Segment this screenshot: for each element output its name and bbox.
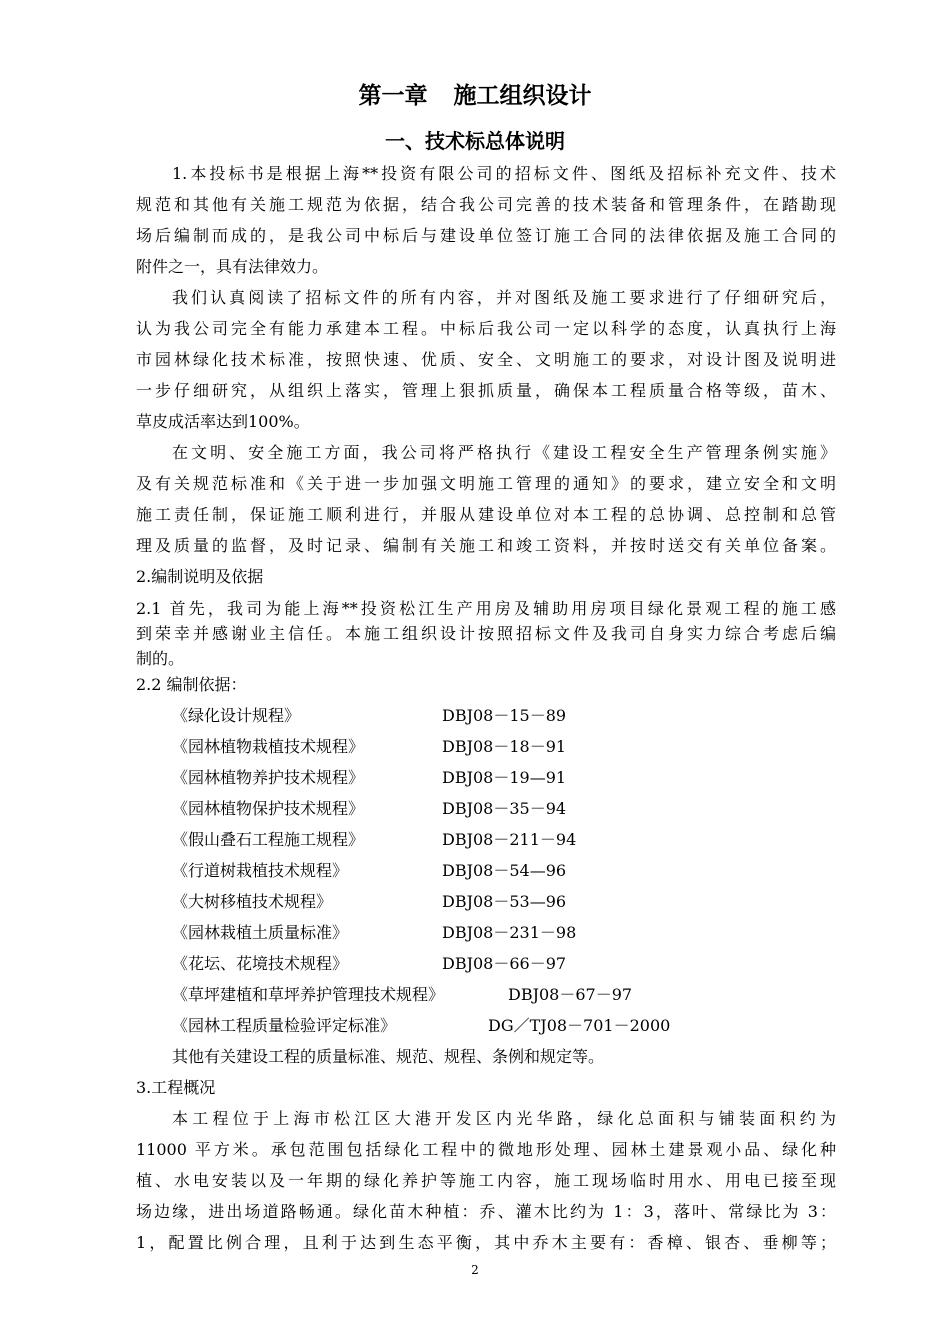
standard-name: 《草坪建植和草坪养护管理技术规程》 — [172, 985, 445, 1004]
standard-name: 《绿化设计规程》 — [172, 706, 301, 725]
paragraph-2-line: 认为我公司完全有能力承建本工程。中标后我公司一定以科学的态度，认真执行上海 — [136, 319, 836, 338]
page-number: 2 — [471, 1263, 479, 1277]
paragraph-2-1-line: 2.1 首先，我司为能上海**投资松江生产用房及辅助用房项目绿化景观工程的施工感 — [136, 599, 836, 618]
standard-name: 《园林植物养护技术规程》 — [172, 768, 365, 787]
standard-name: 《大树移植技术规程》 — [172, 892, 333, 911]
paragraph-3-1-line: 场边缘，进出场道路畅通。绿化苗木种植：乔、灌木比约为 1：3，落叶、常绿比为 3： — [136, 1202, 836, 1221]
chapter-number: 第一章 — [358, 83, 428, 109]
standard-code: DBJ08－231－98 — [442, 923, 577, 942]
heading-3: 3.工程概况 — [136, 1078, 216, 1097]
paragraph-2-1-line: 到荣幸并感谢业主信任。本施工组织设计按照招标文件及我司自身实力综合考虑后编 — [136, 624, 836, 643]
standard-name: 《园林工程质量检验评定标准》 — [172, 1016, 397, 1035]
standard-code: DG／TJ08－701－2000 — [488, 1016, 671, 1035]
paragraph-3-1-line: 植、水电安装以及一年期的绿化养护等施工内容，施工现场临时用水、用电已接至现 — [136, 1171, 836, 1190]
standard-name: 《园林植物栽植技术规程》 — [172, 737, 365, 756]
standard-code: DBJ08－54—96 — [442, 861, 567, 880]
paragraph-2-line: 市园林绿化技术标准，按照快速、优质、安全、文明施工的要求，对设计图及说明进 — [136, 350, 836, 369]
paragraph-3-1-line: 11000 平方米。承包范围包括绿化工程中的微地形处理、园林土建景观小品、绿化种 — [136, 1140, 836, 1159]
standard-code: DBJ08－18－91 — [442, 737, 567, 756]
standard-code: DBJ08－66－97 — [442, 954, 567, 973]
section-title: 一、技术标总体说明 — [385, 129, 565, 153]
paragraph-3-1-line: 1，配置比例合理，且利于达到生态平衡，其中乔木主要有：香樟、银杏、垂柳等； — [136, 1233, 836, 1252]
standard-name: 《园林植物保护技术规程》 — [172, 799, 365, 818]
paragraph-3-1-line: 本工程位于上海市松江区大港开发区内光华路，绿化总面积与铺装面积约为 — [172, 1109, 836, 1128]
paragraph-2-line: 我们认真阅读了招标文件的所有内容，并对图纸及施工要求进行了仔细研究后， — [172, 288, 836, 307]
paragraph-1-line: 附件之一，具有法律效力。 — [136, 257, 329, 276]
paragraph-1-line: 1.本投标书是根据上海**投资有限公司的招标文件、图纸及招标补充文件、技术 — [172, 164, 836, 183]
paragraph-1-line: 场后编制而成的，是我公司中标后与建设单位签订施工合同的法律依据及施工合同的 — [136, 226, 836, 245]
standard-code: DBJ08－35－94 — [442, 799, 567, 818]
paragraph-2-line: 草皮成活率达到100%。 — [136, 412, 310, 431]
paragraph-2-1-line: 制的。 — [136, 649, 185, 668]
standard-code: DBJ08－53—96 — [442, 892, 567, 911]
paragraph-3-line: 施工责任制，保证施工顺利进行，并服从建设单位对本工程的总协调、总控制和总管 — [136, 505, 836, 524]
chapter-title — [0, 80, 950, 112]
paragraph-3-line: 理及质量的监督，及时记录、编制有关施工和竣工资料，并按时送交有关单位备案。 — [136, 536, 836, 555]
chapter-name: 施工组织设计 — [453, 83, 592, 109]
other-standards: 其他有关建设工程的质量标准、规范、规程、条例和规定等。 — [172, 1047, 605, 1066]
heading-2: 2.编制说明及依据 — [136, 567, 264, 586]
paragraph-3-line: 在文明、安全施工方面，我公司将严格执行《建设工程安全生产管理条例实施》 — [172, 443, 836, 462]
standard-code: DBJ08－15－89 — [442, 706, 567, 725]
standard-code: DBJ08－211－94 — [442, 830, 577, 849]
standard-code: DBJ08－19—91 — [442, 768, 567, 787]
standard-name: 《花坛、花境技术规程》 — [172, 954, 349, 973]
heading-2-2: 2.2 编制依据： — [136, 675, 247, 694]
standard-name: 《园林栽植土质量标准》 — [172, 923, 349, 942]
standard-name: 《假山叠石工程施工规程》 — [172, 830, 365, 849]
paragraph-1-line: 规范和其他有关施工规范为依据，结合我公司完善的技术装备和管理条件，在踏勘现 — [136, 195, 836, 214]
paragraph-3-line: 及有关规范标准和《关于进一步加强文明施工管理的通知》的要求，建立安全和文明 — [136, 474, 836, 493]
standard-code: DBJ08－67－97 — [508, 985, 633, 1004]
paragraph-2-line: 一步仔细研究，从组织上落实，管理上狠抓质量，确保本工程质量合格等级，苗木、 — [136, 381, 836, 400]
standard-name: 《行道树栽植技术规程》 — [172, 861, 349, 880]
